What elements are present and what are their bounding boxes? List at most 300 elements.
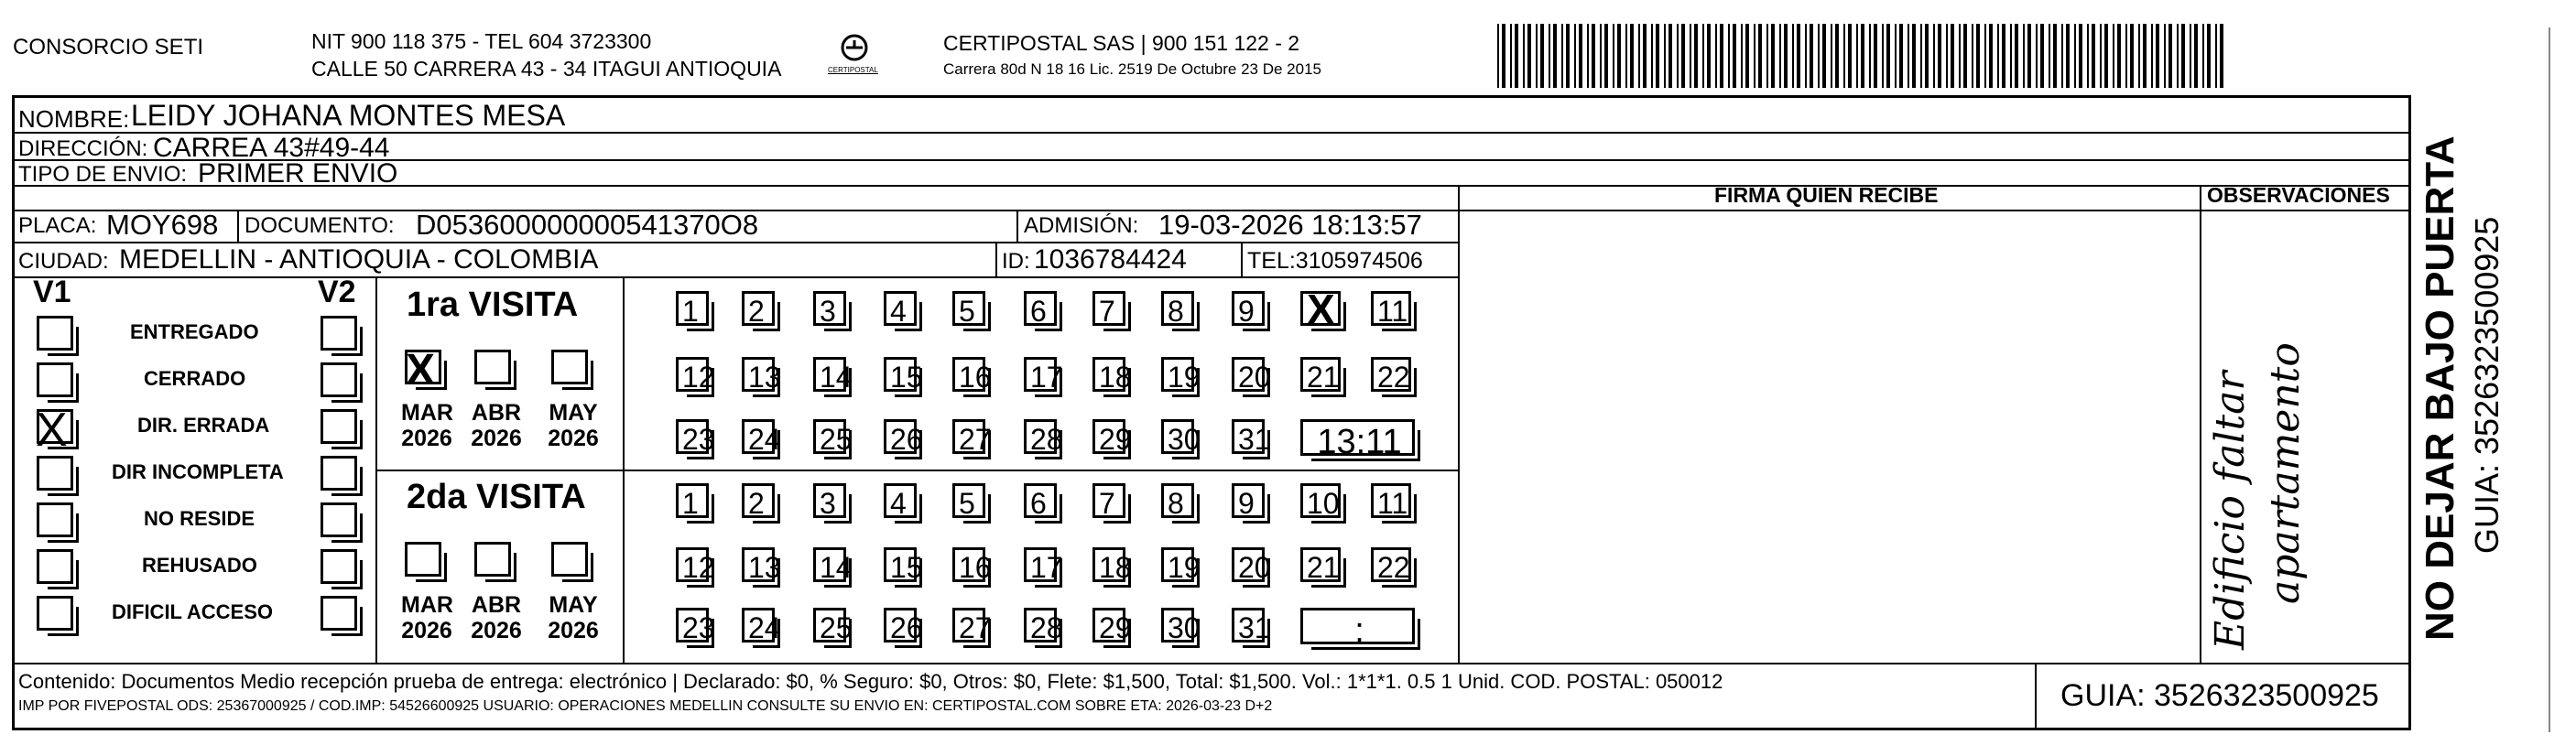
barcode-bar [2079,24,2082,88]
direccion-label-text: DIRECCIÓN: [18,136,148,161]
day-number: 16 [959,551,992,584]
barcode-bar [1523,24,1525,88]
day-box[interactable] [1300,357,1341,392]
barcode-bar [1984,24,1986,88]
tipo-envio-label [18,162,187,188]
barcode-bar [1527,24,1531,88]
day-number: 14 [820,551,853,584]
day-box[interactable] [1092,608,1132,644]
handwritten-note-1: Edificio faltar [2207,371,2254,650]
barcode-bar [2027,24,2031,88]
barcode-bar [1733,24,1736,88]
day-number: 16 [959,361,992,394]
status-label: DIR. ERRADA [137,414,270,437]
day-box[interactable] [884,483,917,518]
barcode-bar [1784,24,1788,88]
day-number: 13 [748,551,781,584]
certipostal-line: CERTIPOSTAL SAS | 900 151 122 - 2 [943,31,1300,55]
barcode-bar [2177,24,2179,88]
month-label: MAR [401,592,453,618]
v2-checkbox[interactable] [321,596,357,631]
side-guia: GUIA: 3526323500925 [2468,216,2505,554]
year-label: 2026 [401,426,452,451]
day-number: 9 [1238,295,1255,328]
day-box[interactable] [813,291,846,326]
barcode-bar [1630,24,1634,88]
day-box[interactable] [952,357,992,394]
ciudad-value: MEDELLIN - ANTIOQUIA - COLOMBIA [119,244,599,275]
barcode-bar [1656,24,1659,88]
barcode-bar [1963,24,1967,88]
v1-checkbox[interactable] [37,596,73,631]
day-number: 12 [682,361,715,394]
day-number: 18 [1099,551,1132,584]
day-box[interactable] [676,419,715,456]
v2-checkbox[interactable] [321,316,357,351]
day-number: 30 [1168,611,1201,644]
v1-label: V1 [33,275,71,309]
barcode-bar [1843,24,1845,88]
barcode-bar [1510,24,1512,88]
barcode-bar [1886,24,1890,88]
barcode-bar [1515,24,1518,88]
barcode-bar [1920,24,1922,88]
form-frame [12,95,2411,730]
barcode-bar [2092,24,2095,88]
day-number: 15 [890,551,923,584]
documento-label-text: DOCUMENTO: [245,213,395,238]
tipo-envio-label-text: TIPO DE ENVIO: [18,162,188,187]
day-number: 27 [959,611,992,644]
barcode-bar [1908,24,1909,88]
day-box[interactable] [884,547,923,584]
day-number: 3 [820,295,836,328]
v1-checkbox[interactable] [37,316,73,351]
barcode-bar [1617,24,1621,88]
barcode-bar [1912,24,1916,88]
year-label: 2026 [548,426,599,451]
month-checkbox[interactable] [551,542,588,577]
day-number: 14 [820,361,853,394]
day-box[interactable] [952,547,992,584]
day-number: 26 [890,423,923,456]
month-checkbox[interactable] [551,350,588,384]
barcode-bar [1643,24,1647,88]
day-number: 30 [1168,423,1201,456]
barcode-bar [1874,24,1877,88]
direccion-value: CARREA 43#49-44 [153,133,390,163]
barcode-bar [1810,24,1813,88]
day-number: 21 [1307,361,1340,394]
day-box[interactable] [813,357,853,394]
barcode-bar [2181,24,2185,88]
v2-checkbox[interactable] [321,456,357,491]
barcode-bar [1668,24,1672,88]
barcode-bar [2151,24,2153,88]
day-box[interactable] [1161,483,1194,518]
day-box[interactable] [1300,547,1341,582]
day-box[interactable] [1024,419,1063,456]
day-box[interactable] [676,547,715,584]
barcode-bar [1592,24,1595,88]
certipostal-logo [826,33,883,81]
day-number: 2 [748,295,765,328]
day-box[interactable] [813,419,853,456]
day-box[interactable] [1232,483,1265,518]
day-number: 3 [820,487,836,520]
barcode-bar [1951,24,1954,88]
barcode-bar [1792,24,1794,88]
barcode-bar [1933,24,1935,88]
barcode-bar [2113,24,2114,88]
barcode-bar [1856,24,1858,88]
day-box[interactable] [952,291,985,326]
v1-checkbox[interactable] [36,404,73,457]
barcode-bar [2049,24,2050,88]
barcode-bar [1707,24,1711,88]
barcode-bar [1681,24,1685,88]
day-box[interactable] [1232,608,1271,644]
barcode-bar [1831,24,1832,88]
barcode-bar [1553,24,1557,88]
month-checkbox[interactable] [474,350,511,384]
time-box[interactable]: : [1300,608,1415,644]
barcode-bar [1741,24,1743,88]
barcode-bar [1818,24,1820,88]
year-label: 2026 [471,426,522,451]
admision-label [1024,213,1138,239]
month-label: MAY [549,592,598,618]
month-label: ABR [471,592,522,618]
day-box[interactable] [1232,357,1271,394]
placa-value: MOY698 [106,209,219,241]
barcode-bar [2207,24,2211,88]
day-number: 5 [959,487,975,520]
id-value: 1036784424 [1034,244,1187,275]
day-number: 6 [1030,487,1047,520]
barcode-bar [1561,24,1563,88]
barcode-bar [1882,24,1884,88]
day-box[interactable] [1371,291,1411,326]
barcode-bar [1502,24,1505,88]
barcode-bar [2194,24,2198,88]
status-label: DIFICIL ACCESO [112,600,274,623]
certipostal-license: Carrera 80d N 18 16 Lic. 2519 De Octubre 23 De 2015 [943,60,1321,78]
handwritten-note-2: apartamento [2262,342,2309,604]
barcode-bar [1797,24,1800,88]
day-box[interactable] [1092,291,1125,326]
day-number: 6 [1030,295,1047,328]
day-box[interactable] [1024,547,1063,584]
documento-value: D053600000000541370O8 [416,209,759,241]
ciudad-label-text: CIUDAD: [18,249,109,274]
barcode-bar [1805,24,1807,88]
day-box[interactable] [1161,291,1194,326]
v1-checkbox[interactable] [37,456,73,491]
barcode-bar [1694,24,1698,88]
tel-label-text: TEL: [1247,248,1296,274]
barcode-bar [1600,24,1602,88]
barcode-bar [2130,24,2134,88]
day-box[interactable] [1371,357,1411,392]
footer-guia: GUIA: 3526323500925 [2060,678,2379,713]
day-box[interactable] [1161,357,1201,394]
month-label: MAR [401,400,453,426]
barcode-bar [1690,24,1691,88]
day-number: 25 [820,611,853,644]
barcode-bar [2215,24,2217,88]
barcode-bar [1779,24,1781,88]
barcode-bar [1702,24,1704,88]
day-number: 4 [890,487,907,520]
barcode-bar [2138,24,2140,88]
status-label: ENTREGADO [130,320,259,343]
v1-checkbox[interactable] [37,502,73,537]
day-number: 5 [959,295,975,328]
day-box[interactable] [676,608,715,644]
year-label: 2026 [401,618,452,643]
day-number: 19 [1168,551,1201,584]
day-box[interactable] [742,608,781,644]
barcode-bar [1613,24,1614,88]
barcode-bar [2010,24,2012,88]
day-box[interactable] [742,547,781,584]
day-box[interactable] [813,608,853,644]
barcode-bar [1745,24,1749,88]
day-box[interactable] [742,291,775,326]
day-number: 24 [748,423,781,456]
day-box[interactable] [676,357,715,394]
day-box[interactable] [1371,547,1411,582]
day-number: 19 [1168,361,1201,394]
day-box[interactable] [952,483,985,518]
day-box[interactable] [952,419,992,456]
day-number: 1 [682,487,699,520]
day-number: 9 [1238,487,1255,520]
barcode-bar [1997,24,1999,88]
barcode-bar [2143,24,2147,88]
time-box[interactable]: 13:11 [1300,419,1415,456]
month-checkbox[interactable] [474,542,511,577]
v2-checkbox[interactable] [321,549,357,584]
day-box[interactable] [884,419,923,456]
day-number: 21 [1307,551,1340,584]
side-warning: NO DEJAR BAJO PUERTA [2418,135,2462,641]
year-label: 2026 [548,618,599,643]
documento-label [245,213,395,239]
barcode-bar [1604,24,1608,88]
admision-value: 19-03-2026 18:13:57 [1158,209,1422,241]
barcode-bar [1715,24,1717,88]
barcode-bar [1899,24,1903,88]
barcode-bar [2061,24,2063,88]
barcode-bar [2168,24,2172,88]
v1-checkbox[interactable] [37,549,73,584]
logo-text: CERTIPOSTAL [828,66,878,74]
address-line: CALLE 50 CARRERA 43 - 34 ITAGUI ANTIOQUIA [311,57,782,81]
day-number: 24 [748,611,781,644]
month-label: ABR [471,400,522,426]
day-box[interactable] [1232,291,1265,326]
ciudad-label [18,249,109,275]
tel-value: 3105974506 [1295,248,1423,274]
day-box[interactable] [742,357,781,394]
day-number: 29 [1099,423,1132,456]
day-number: 1 [682,295,699,328]
barcode-bar [2156,24,2159,88]
visita2-title: 2da VISITA [407,478,586,516]
barcode-bar [1497,24,1499,88]
barcode-bar [1822,24,1826,88]
day-number: 22 [1377,361,1410,394]
barcode-bar [2015,24,2018,88]
barcode-bar [2164,24,2166,88]
barcode-bar [1549,24,1550,88]
barcode-bar [2074,24,2076,88]
barcode-bar [1959,24,1961,88]
barcode-bar [1989,24,1993,88]
v2-checkbox[interactable] [321,409,357,444]
month-checkbox[interactable] [405,542,441,577]
barcode-bar [1758,24,1762,88]
day-box[interactable] [1092,483,1125,518]
check-mark-icon: X [406,346,436,394]
barcode-bar [1574,24,1576,88]
day-number: 8 [1168,487,1184,520]
day-number: 20 [1238,361,1271,394]
check-mark-icon: X [1307,286,1335,333]
barcode-bar [1869,24,1871,88]
day-number: 7 [1099,487,1115,520]
day-box[interactable] [884,608,923,644]
barcode-bar [2220,24,2223,88]
day-box[interactable] [1024,483,1057,518]
day-number: 25 [820,423,853,456]
day-box[interactable] [1024,608,1063,644]
barcode-bar [1754,24,1755,88]
day-number: 23 [682,611,715,644]
barcode-bar [2036,24,2038,88]
day-box[interactable] [952,608,992,644]
day-box[interactable] [1024,291,1057,326]
day-number: 15 [890,361,923,394]
barcode-bar [1766,24,1768,88]
status-label: DIR INCOMPLETA [112,460,284,483]
day-box[interactable] [1300,286,1341,333]
day-box[interactable] [676,483,709,518]
barcode-bar [1835,24,1839,88]
day-number: 20 [1238,551,1271,584]
barcode-bar [1566,24,1570,88]
day-box[interactable] [1161,419,1201,456]
tel-label [1247,248,1423,275]
barcode-bar [1664,24,1666,88]
day-box[interactable] [1232,419,1271,456]
barcode-bar [1946,24,1948,88]
barcode-bar [1540,24,1544,88]
barcode-bar [2104,24,2108,88]
day-box[interactable] [1371,483,1411,518]
id-label [1002,249,1030,275]
day-number: 29 [1099,611,1132,644]
tipo-envio-value: PRIMER ENVIO [198,158,398,189]
status-label: NO RESIDE [144,507,255,530]
day-box[interactable] [884,357,923,394]
barcode-bar [1728,24,1730,88]
day-box[interactable] [1161,547,1201,584]
day-box[interactable] [742,483,775,518]
day-number: 28 [1030,423,1063,456]
day-box[interactable] [813,483,846,518]
barcode-bar [1579,24,1582,88]
day-box[interactable] [1232,547,1271,584]
day-box[interactable] [1300,483,1341,518]
day-box[interactable] [1092,419,1132,456]
barcode-bar [2066,24,2070,88]
barcode-bar [2202,24,2204,88]
day-box[interactable] [676,291,709,326]
admision-label-text: ADMISIÓN: [1024,213,1139,238]
v2-checkbox[interactable] [321,362,357,397]
observaciones-label: OBSERVACIONES [2207,183,2390,207]
barcode-bar [1651,24,1653,88]
day-box[interactable] [1024,357,1063,394]
footer-line1: Contenido: Documentos Medio recepción prueba de entrega: electrónico | Declarado: $0, % Seguro: $0, Otros: $0, Flete: $1,500, Total: $1,500. Vol.: 1*1*1. 0.5 1 Unid. COD. POSTAL: 050012 [18,670,1723,693]
barcode-bar [1587,24,1589,88]
day-box[interactable] [1092,357,1132,394]
day-box[interactable] [1092,547,1132,584]
day-number: 10 [1307,487,1340,520]
v2-checkbox[interactable] [321,502,357,537]
day-number: 17 [1030,361,1063,394]
direccion-label [18,136,147,162]
barcode-bar [1925,24,1929,88]
day-box[interactable] [742,419,781,456]
day-number: 23 [682,423,715,456]
barcode-bar [2125,24,2127,88]
day-number: 13 [748,361,781,394]
firma-label: FIRMA QUIEN RECIBE [1714,183,1939,207]
footer-line2: IMP POR FIVEPOSTAL ODS: 25367000925 / COD.IMP: 54526600925 USUARIO: OPERACIONES MEDELLIN CONSULTE SU ENVIO EN: CERTIPOSTAL.COM SOBRE ETA: 2026-03-23 D+2 [18,698,1273,714]
id-label-text: ID: [1002,249,1030,274]
barcode-bar [1677,24,1679,88]
visita1-title: 1ra VISITA [407,286,579,324]
check-mark-icon: X [36,404,68,457]
barcode [1497,24,2225,88]
nombre-label-text: NOMBRE: [18,105,130,133]
day-box[interactable] [884,291,917,326]
day-number: 31 [1238,423,1271,456]
nit-line: NIT 900 118 375 - TEL 604 3723300 [311,29,652,53]
barcode-bar [2040,24,2044,88]
day-number: 4 [890,295,907,328]
day-number: 17 [1030,551,1063,584]
day-box[interactable] [813,547,853,584]
barcode-bar [1976,24,1980,88]
status-label: REHUSADO [142,554,257,577]
month-checkbox[interactable] [405,346,441,394]
day-number: 22 [1377,551,1410,584]
placa-label-text: PLACA: [18,213,97,238]
day-number: 12 [682,551,715,584]
day-number: 8 [1168,295,1184,328]
v1-checkbox[interactable] [37,362,73,397]
v2-label: V2 [318,275,356,309]
year-label: 2026 [471,618,522,643]
day-box[interactable] [1161,608,1201,644]
barcode-bar [1625,24,1627,88]
barcode-bar [1536,24,1538,88]
